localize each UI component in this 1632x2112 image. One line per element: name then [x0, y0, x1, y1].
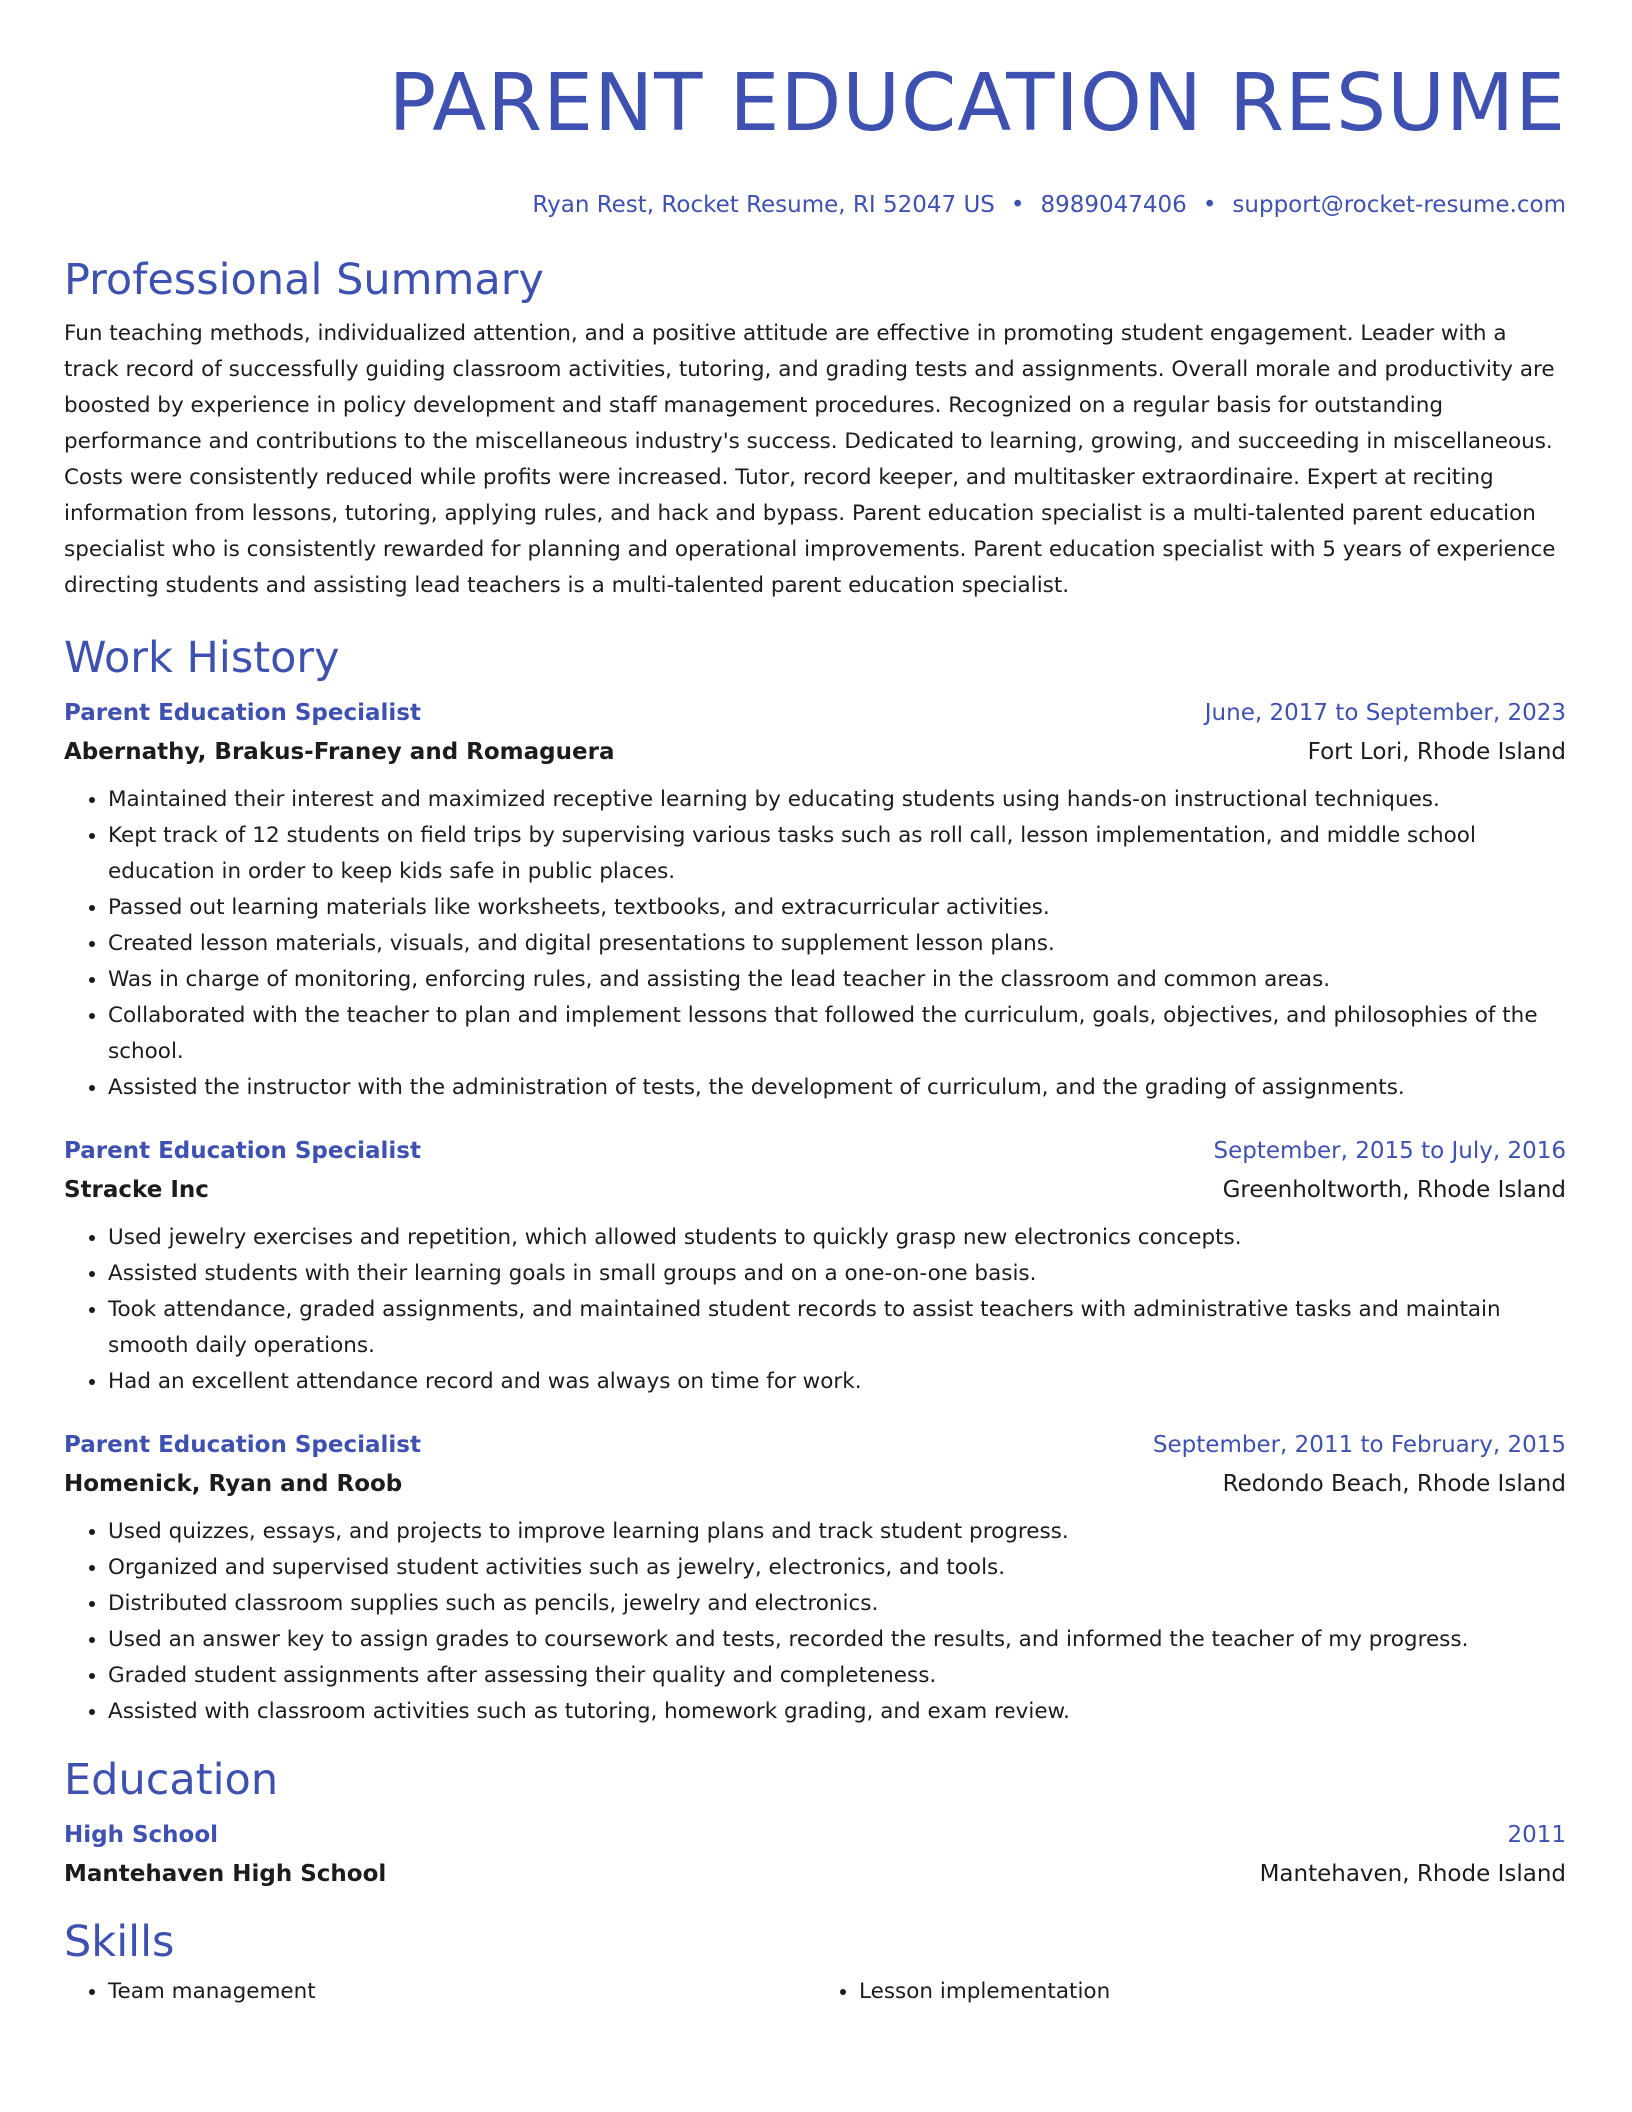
list-item: • Collaborated with the teacher to plan and implement lessons that followed the curriculum, goals, objectives, and philosophies of the school. — [108, 998, 1566, 1070]
job-bullets — [64, 782, 1566, 1106]
job-company: Abernathy, Brakus-Franey and Romaguera — [64, 739, 615, 765]
list-item: • Graded student assignments after assessing their quality and completeness. — [108, 1658, 1566, 1694]
list-item: • Used quizzes, essays, and projects to improve learning plans and track student progress. — [108, 1514, 1566, 1550]
education-location: Mantehaven, Rhode Island — [1259, 1861, 1566, 1887]
list-item: • Assisted the instructor with the administration of tests, the development of curriculum, and the grading of assignments. — [108, 1070, 1566, 1106]
contact-address: Ryan Rest, Rocket Resume, RI 52047 US — [532, 192, 995, 218]
list-item: • Created lesson materials, visuals, and digital presentations to supplement lesson plans. — [108, 926, 1566, 962]
list-item: • Team management — [108, 1974, 815, 2010]
education-year: 2011 — [1507, 1822, 1566, 1848]
job-location: Fort Lori, Rhode Island — [1307, 739, 1566, 765]
skills-section — [64, 1914, 1566, 2010]
summary-section — [64, 252, 1566, 604]
job-location: Greenholtworth, Rhode Island — [1222, 1177, 1566, 1203]
job-entry — [64, 1132, 1566, 1400]
job-dates: September, 2011 to February, 2015 — [1152, 1432, 1566, 1458]
education-heading: Education — [64, 1755, 279, 1805]
summary-heading: Professional Summary — [64, 255, 544, 305]
job-location: Redondo Beach, Rhode Island — [1222, 1471, 1566, 1497]
list-item: • Assisted students with their learning goals in small groups and on a one-on-one basis. — [108, 1256, 1566, 1292]
education-degree: High School — [64, 1822, 219, 1848]
list-item: • Kept track of 12 students on field trips by supervising various tasks such as roll call, lesson implementation, and middle school education in order to keep kids safe in public places. — [108, 818, 1566, 890]
list-item: • Distributed classroom supplies such as pencils, jewelry and electronics. — [108, 1586, 1566, 1622]
summary-text: Fun teaching methods, individualized attention, and a positive attitude are effective in promoting student engagement. Leader with a track record of successfully guiding classroom activities, tutoring, and grading tests and assignments. Overall morale and productivity are boosted by experience in policy development and staff management procedures. Recognized on a regular basis for outstanding performance and contributions to the miscellaneous industry's success. Dedicated to learning, growing, and succeeding in miscellaneous. Costs were consistently reduced while profits were increased. Tutor, record keeper, and multitasker extraordinaire. Expert at reciting information from lessons, tutoring, applying rules, and hack and bypass. Parent education specialist is a multi-talented parent education specialist who is consistently rewarded for planning and operational improvements. Parent education specialist with 5 years of experience directing students and assisting lead teachers is a multi-talented parent education specialist. — [64, 321, 1556, 598]
resume-header — [64, 58, 1566, 220]
job-title: Parent Education Specialist — [64, 1138, 421, 1164]
contact-email: support@rocket-resume.com — [1232, 192, 1566, 218]
list-item: • Lesson implementation — [859, 1974, 1566, 2010]
list-item: • Had an excellent attendance record and was always on time for work. — [108, 1364, 1566, 1400]
skills-list — [64, 1974, 1566, 2010]
job-company: Stracke Inc — [64, 1177, 209, 1203]
contact-separator: • — [1202, 192, 1217, 218]
skills-column-left — [64, 1974, 815, 2010]
job-company: Homenick, Ryan and Roob — [64, 1471, 403, 1497]
contact-separator: • — [1010, 192, 1025, 218]
job-bullets — [64, 1220, 1566, 1400]
skills-column-right — [815, 1974, 1566, 2010]
education-section — [64, 1752, 1566, 1894]
job-dates: June, 2017 to September, 2023 — [1204, 700, 1566, 726]
list-item: • Passed out learning materials like worksheets, textbooks, and extracurricular activities. — [108, 890, 1566, 926]
skills-heading: Skills — [64, 1917, 175, 1967]
job-dates: September, 2015 to July, 2016 — [1213, 1138, 1566, 1164]
job-bullets — [64, 1514, 1566, 1730]
list-item: • Used an answer key to assign grades to coursework and tests, recorded the results, and informed the teacher of my progress. — [108, 1622, 1566, 1658]
list-item: • Assisted with classroom activities such as tutoring, homework grading, and exam review. — [108, 1694, 1566, 1730]
list-item: • Used jewelry exercises and repetition, which allowed students to quickly grasp new electronics concepts. — [108, 1220, 1566, 1256]
list-item: • Organized and supervised student activities such as jewelry, electronics, and tools. — [108, 1550, 1566, 1586]
job-title: Parent Education Specialist — [64, 700, 421, 726]
work-section — [64, 630, 1566, 1730]
job-entry — [64, 694, 1566, 1106]
job-entry — [64, 1426, 1566, 1730]
education-school: Mantehaven High School — [64, 1861, 387, 1887]
list-item: • Was in charge of monitoring, enforcing rules, and assisting the lead teacher in the classroom and common areas. — [108, 962, 1566, 998]
list-item: • Took attendance, graded assignments, and maintained student records to assist teachers with administrative tasks and maintain smooth daily operations. — [108, 1292, 1566, 1364]
contact-phone: 8989047406 — [1040, 192, 1187, 218]
job-title: Parent Education Specialist — [64, 1432, 421, 1458]
list-item: • Maintained their interest and maximized receptive learning by educating students using hands-on instructional techniques. — [108, 782, 1566, 818]
resume-title: PARENT EDUCATION RESUME — [388, 57, 1566, 149]
contact-line — [64, 190, 1566, 220]
work-heading: Work History — [64, 633, 340, 683]
